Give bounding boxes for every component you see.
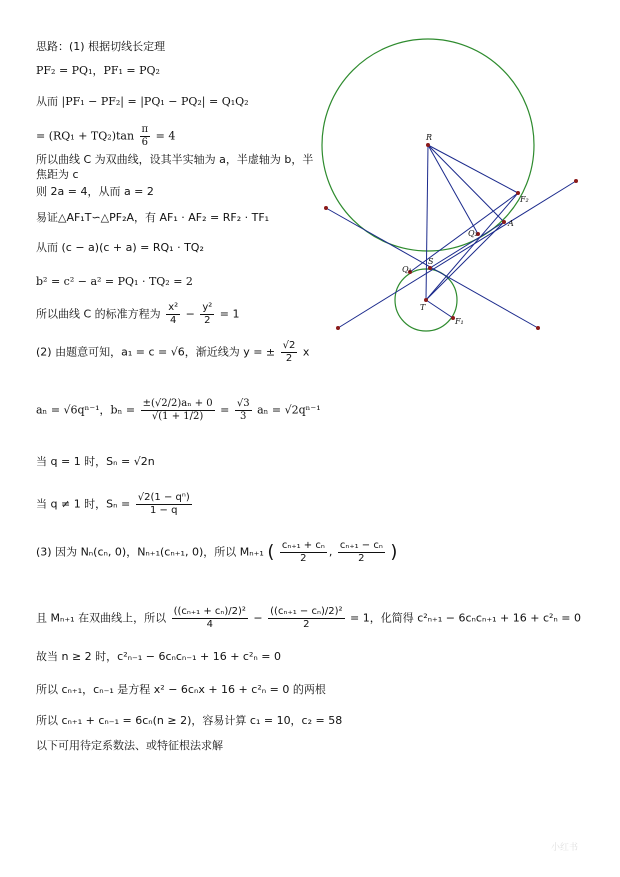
asymptote-text: (2) 由题意可知，a₁ = c = √6，渐近线为 y = ± — [36, 345, 276, 359]
points — [324, 143, 578, 330]
sqrt3-over-3-fraction — [235, 398, 252, 423]
point-bottom-right — [536, 326, 540, 330]
line-hyperbola-def: 所以曲线 C 为双曲线，设其半实轴为 a，半虚轴为 b，半 — [36, 153, 314, 166]
fraction-denominator: 2 — [204, 315, 211, 326]
standard-equation-label: 所以曲线 C 的标准方程为 — [36, 307, 161, 321]
line-similar-triangles: 易证△AF₁T∽△PF₂A，有 AF₁ · AF₂ = RF₂ · TF₁ — [36, 211, 270, 224]
asymptote-x: x — [302, 345, 310, 359]
geometry-diagram — [318, 28, 608, 348]
line-n-geq-2: 故当 n ≥ 2 时，c²ₙ₋₁ − 6cₙcₙ₋₁ + 16 + c²ₙ = 0 — [36, 650, 281, 663]
segment-q1-f2 — [410, 193, 518, 272]
label-s: S — [428, 257, 434, 266]
fraction-numerator: y² — [202, 302, 213, 313]
bn-fraction — [141, 398, 215, 423]
label-a: A — [508, 219, 514, 228]
point-a — [502, 220, 506, 224]
line-two-roots: 所以 cₙ₊₁，cₙ₋₁ 是方程 x² − 6cₙx + 16 + c²ₙ = 0 的两根 — [36, 683, 326, 696]
label-q2: Q₂ — [468, 229, 478, 238]
q-not-1-text: 当 q ≠ 1 时，Sₙ = — [36, 497, 131, 511]
fraction-denominator: 4 — [169, 315, 177, 326]
fraction-numerator: cₙ₊₁ − cₙ — [339, 540, 383, 551]
point-bottom-left — [336, 326, 340, 330]
line-method: 以下可用待定系数法、或特征根法求解 — [36, 739, 223, 752]
segment-t-f1 — [426, 300, 453, 318]
hyperbola-term1-fraction — [172, 606, 248, 631]
label-r: R — [426, 133, 433, 142]
on-hyperbola-text: 且 Mₙ₊₁ 在双曲线上，所以 — [36, 611, 167, 625]
equation-result: = 1 — [219, 307, 240, 321]
line-standard-equation: 所以曲线 C 的标准方程为 $\frac{\text{x²}}{4}$ − $\frac{\text{y²}}{2}$ = 1 — [36, 302, 240, 326]
fraction-numerator: √2(1 − qⁿ) — [137, 492, 190, 503]
abs-expression: |PF₁ − PF₂| = |PQ₁ − PQ₂| — [61, 95, 206, 108]
sn-fraction — [136, 492, 192, 517]
an-bn-text: aₙ = √6qⁿ⁻¹，bₙ = — [36, 403, 136, 417]
line-difference — [36, 95, 249, 109]
fraction-numerator: x² — [168, 302, 179, 313]
tan-result: = 4 — [155, 129, 176, 143]
line-an-bn — [36, 398, 321, 423]
fraction-denominator: 2 — [303, 619, 310, 630]
segment-t-f2 — [426, 193, 518, 300]
line-recurrence: 所以 cₙ₊₁ + cₙ₋₁ = 6cₙ(n ≥ 2)，容易计算 c₁ = 10，c₂ = 58 — [36, 714, 343, 727]
line-b-squared: b² = c² − a² = PQ₁ · TQ₂ = 2 — [36, 275, 193, 288]
sqrt2-over-2-fraction — [281, 340, 298, 365]
fraction-denominator: 2 — [285, 353, 293, 364]
point-r — [426, 143, 430, 147]
line-tangent-equalities: PF₂ = PQ₁，PF₁ = PQ₂ — [36, 64, 160, 77]
text-congcong: 从而 — [36, 95, 58, 108]
line-part2-asymptote — [36, 340, 309, 365]
line-intro: 思路：(1) 根据切线长定理 — [36, 40, 166, 53]
point-s — [428, 266, 432, 270]
line-focal-distance: 焦距为 c — [36, 168, 79, 181]
point-right — [574, 179, 578, 183]
point-t — [424, 298, 428, 302]
pi-over-6-fraction — [140, 124, 151, 149]
point-left — [324, 206, 328, 210]
fraction-numerator: cₙ₊₁ + cₙ — [281, 540, 325, 551]
x2-over-4-fraction — [166, 302, 180, 327]
fraction-denominator: 6 — [141, 137, 149, 148]
fraction-numerator: ((cₙ₊₁ + cₙ)/2)² — [173, 606, 246, 617]
line-on-hyperbola: 且 Mₙ₊₁ 在双曲线上，所以 $\frac{\text{((cₙ₊₁ + cₙ)/2)²}}{4}$ − $\frac{\text{((cₙ₊₁ − cₙ)/2)²}}{2}$ = 1，化简得 c²ₙ₊₁ − 6cₙcₙ₊₁ + 16 + c²ₙ = 0 — [36, 606, 582, 630]
segment-s-a — [430, 222, 504, 268]
fraction-numerator: √2 — [282, 340, 296, 351]
fraction-numerator: √3 — [236, 398, 250, 409]
line-c-minus-a: 从而 (c − a)(c + a) = RQ₁ · TQ₂ — [36, 241, 204, 254]
fraction-denominator: 3 — [240, 411, 247, 422]
simplified-equation: = 1，化简得 c²ₙ₊₁ − 6cₙcₙ₊₁ + 16 + c²ₙ = 0 — [350, 611, 582, 625]
fraction-denominator: 4 — [206, 619, 213, 630]
label-q1: Q₁ — [402, 265, 412, 274]
bn-equals: = — [220, 403, 230, 417]
line-a-value: 则 2a = 4，从而 a = 2 — [36, 185, 154, 198]
line-tan — [36, 124, 175, 149]
label-t: T — [420, 303, 426, 312]
bn-result: aₙ = √2qⁿ⁻¹ — [257, 403, 321, 417]
y2-over-2-fraction — [200, 302, 214, 327]
hyperbola-term2-fraction — [268, 606, 344, 631]
fraction-denominator: √(1 + 1/2) — [151, 411, 204, 422]
part3-text: (3) 因为 Nₙ(cₙ, 0)，Nₙ₊₁(cₙ₊₁, 0)，所以 Mₙ₊₁ — [36, 545, 264, 559]
line-part3-points: (3) 因为 Nₙ(cₙ, 0)，Nₙ₊₁(cₙ₊₁, 0)，所以 Mₙ₊₁ ( $\frac{\text{cₙ₊₁ + cₙ}}{2}$ , $\frac{\text{cₙ₊₁ − cₙ}}{2}$ ) — [36, 540, 398, 564]
fraction-denominator: 1 − q — [150, 505, 178, 516]
fraction-numerator: ((cₙ₊₁ − cₙ)/2)² — [270, 606, 343, 617]
fraction-numerator: π — [141, 124, 149, 135]
segment-r-a — [428, 145, 504, 222]
tan-expression: = (RQ₁ + TQ₂)tan — [36, 129, 135, 143]
segment-t-a — [426, 222, 504, 300]
q1q2-expression: = Q₁Q₂ — [209, 95, 249, 108]
fraction-numerator: ±(√2/2)aₙ + 0 — [142, 398, 213, 409]
fraction-denominator: 2 — [358, 553, 365, 564]
m-x-fraction — [280, 540, 327, 565]
m-y-fraction — [338, 540, 385, 565]
label-f2: F₂ — [520, 195, 529, 204]
line-q-not-1 — [36, 492, 194, 517]
watermark: 小红书 — [550, 843, 578, 853]
construction-lines — [326, 145, 576, 328]
line-q-equals-1: 当 q = 1 时，Sₙ = √2n — [36, 455, 155, 468]
fraction-denominator: 2 — [300, 553, 307, 564]
label-f1: F₁ — [455, 317, 464, 326]
segment-r-t — [426, 145, 428, 300]
